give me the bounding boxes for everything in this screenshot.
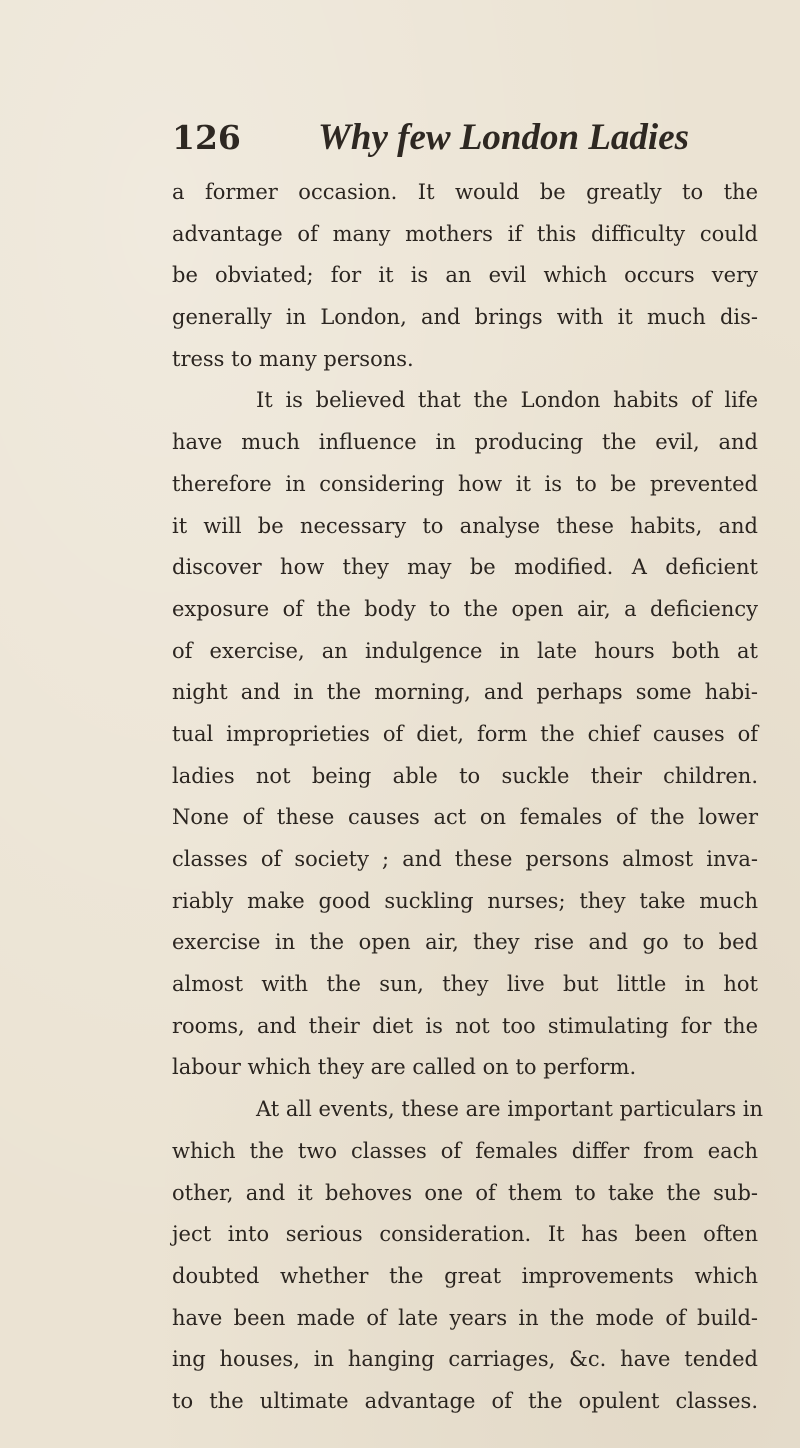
text-line: classes of society ; and these persons almost inva-: [172, 847, 758, 871]
text-line: to the ultimate advantage of the opulent classes.: [172, 1388, 758, 1413]
text-line: ing houses, in hanging carriages, &c. have tended: [172, 1347, 758, 1372]
text-line: None of these causes act on females of the lower: [172, 805, 758, 830]
text-line: discover how they may be modified. A deficient: [172, 555, 758, 580]
text-line: riably make good suckling nurses; they take much: [172, 888, 758, 913]
text-line: advantage of many mothers if this difficulty could: [172, 221, 758, 246]
page-header: [172, 118, 772, 168]
text-line: have been made of late years in the mode of build-: [172, 1305, 758, 1330]
text-line: labour which they are called on to perform.: [172, 1055, 637, 1080]
text-line: night and in the morning, and perhaps some habi-: [172, 680, 758, 705]
text-line: exposure of the body to the open air, a deficiency: [172, 596, 758, 621]
body-text: [172, 172, 764, 1423]
text-line: which the two classes of females differ from each: [172, 1138, 758, 1163]
text-line: it will be necessary to analyse these habits, and: [172, 513, 758, 538]
text-line: a former occasion. It would be greatly to the: [172, 180, 758, 204]
text-line: therefore in considering how it is to be prevented: [172, 471, 758, 496]
text-line: be obviated; for it is an evil which occurs very: [172, 263, 758, 288]
text-line: tual improprieties of diet, form the chief causes of: [172, 721, 758, 746]
text-line: It is believed that the London habits of life: [256, 388, 758, 413]
text-line: ladies not being able to suckle their children.: [172, 763, 758, 788]
text-line: doubted whether the great improvements which: [172, 1263, 758, 1288]
page-number: 126: [172, 118, 241, 157]
text-line: of exercise, an indulgence in late hours both at: [172, 638, 758, 663]
text-line: exercise in the open air, they rise and go to bed: [172, 930, 758, 955]
text-line: ject into serious consideration. It has been often: [172, 1222, 758, 1247]
text-line: other, and it behoves one of them to take the sub-: [172, 1180, 758, 1205]
running-title: Why few London Ladies: [318, 117, 690, 158]
text-line: have much influence in producing the evil, and: [172, 430, 758, 455]
text-line: generally in London, and brings with it much dis-: [172, 305, 758, 330]
text-line: At all events, these are important particulars in: [256, 1097, 764, 1122]
text-line: rooms, and their diet is not too stimulating for the: [172, 1013, 758, 1038]
text-line: tress to many persons.: [172, 346, 414, 371]
text-line: almost with the sun, they live but little in hot: [172, 972, 758, 997]
